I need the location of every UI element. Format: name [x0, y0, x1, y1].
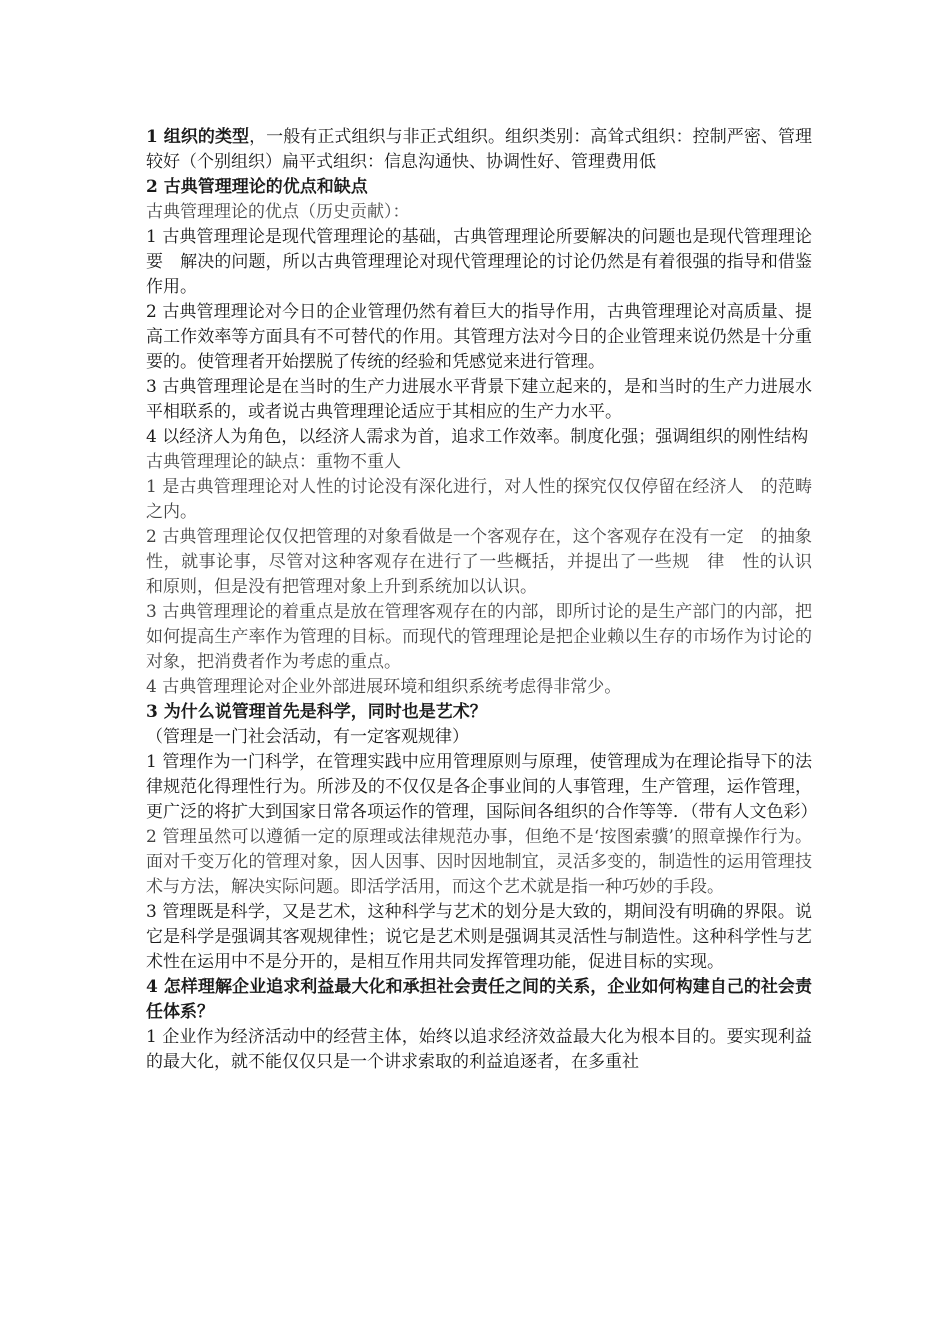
disadvantage-1: 1 是古典管理理论对人性的讨论没有深化进行，对人性的探究仅仅停留在经济人 的范畴之内。 [146, 477, 812, 522]
advantage-4: 4 以经济人为角色，以经济人需求为首，追求工作效率。制度化强；强调组织的刚性结构 [146, 427, 809, 447]
section-1-title: 1 组织的类型 [146, 127, 250, 147]
section-3-title: 3 为什么说管理首先是科学，同时也是艺术？ [146, 702, 487, 722]
advantages-heading: 古典管理理论的优点（历史贡献）： [146, 202, 410, 222]
document-page [146, 125, 829, 1075]
section-3-note: （管理是一门社会活动，有一定客观规律） [146, 727, 469, 747]
section-4-title: 4 怎样理解企业追求利益最大化和承担社会责任之间的关系，企业如何构建自己的社会责任体系？ [146, 977, 812, 1022]
disadvantage-2: 2 古典管理理论仅仅把管理的对象看做是一个客观存在，这个客观存在没有一定 的抽象性，就事论事，尽管对这种客观存在进行了一些概括，并提出了一些规 律 性的认识 和原则，但是没有把管理对象上升到系统加以认识。 [146, 527, 829, 597]
advantage-3: 3 古典管理理论是在当时的生产力进展水平背景下建立起来的，是和当时的生产力进展水平相联系的，或者说古典管理理论适应于其相应的生产力水平。 [146, 377, 812, 422]
section-1-text: ，一般有正式组织与非正式组织。组织类别：高耸式组织：控制严密、管理较好（个别组织）扁平式组织：信息沟通快、协调性好、管理费用低 [146, 127, 813, 172]
section-4-point-1: 1 企业作为经济活动中的经营主体，始终以追求经济效益最大化为根本目的。要实现利益的最大化，就不能仅仅只是一个讲求索取的利益追逐者，在多重社 [146, 1027, 812, 1072]
advantage-2: 2 古典管理理论对今日的企业管理仍然有着巨大的指导作用，古典管理理论对高质量、提高工作效率等方面具有不可替代的作用。其管理方法对今日的企业管理来说仍然是十分重要的。使管理者开始摆脱了传统的经验和凭感觉来进行管理。 [146, 302, 812, 372]
section-1-paragraph [146, 125, 812, 175]
disadvantages-heading: 古典管理理论的缺点：重物不重人 [146, 452, 401, 472]
disadvantage-4: 4 古典管理理论对企业外部进展环境和组织系统考虑得非常少。 [146, 677, 622, 697]
section-3-point-3: 3 管理既是科学，又是艺术，这种科学与艺术的划分是大致的，期间没有明确的界限。说它是科学是强调其客观规律性；说它是艺术则是强调其灵活性与制造性。这种科学性与艺术性在运用中不是分开的，是相互作用共同发挥管理功能，促进目标的实现。 [146, 902, 812, 972]
section-2-title: 2 古典管理理论的优点和缺点 [146, 177, 368, 197]
section-3-point-2: 2 管理虽然可以遵循一定的原理或法律规范办事，但绝不是‘按图索骥’的照章操作行为。面对千变万化的管理对象，因人因事、因时因地制宜，灵活多变的，制造性的运用管理技术与方法，解决实际问题。即活学活用，而这个艺术就是指一种巧妙的手段。 [146, 827, 812, 897]
disadvantage-3: 3 古典管理理论的着重点是放在管理客观存在的内部，即所讨论的是生产部门的内部，把如何提高生产率作为管理的目标。而现代的管理理论是把企业赖以生存的市场作为讨论的对象，把消费者作为考虑的重点。 [146, 602, 812, 672]
section-3-point-1: 1 管理作为一门科学，在管理实践中应用管理原则与原理，使管理成为在理论指导下的法律规范化得理性行为。所涉及的不仅仅是各企事业间的人事管理，生产管理，运作管理，更广泛的将扩大到国家日常各项运作的管理，国际间各组织的合作等等．（带有人文色彩） [146, 752, 818, 822]
advantage-1: 1 古典管理理论是现代管理理论的基础，古典管理理论所要解决的问题也是现代管理理论要 解决的问题，所以古典管理理论对现代管理理论的讨论仍然是有着很强的指导和借鉴作用。 [146, 227, 812, 297]
